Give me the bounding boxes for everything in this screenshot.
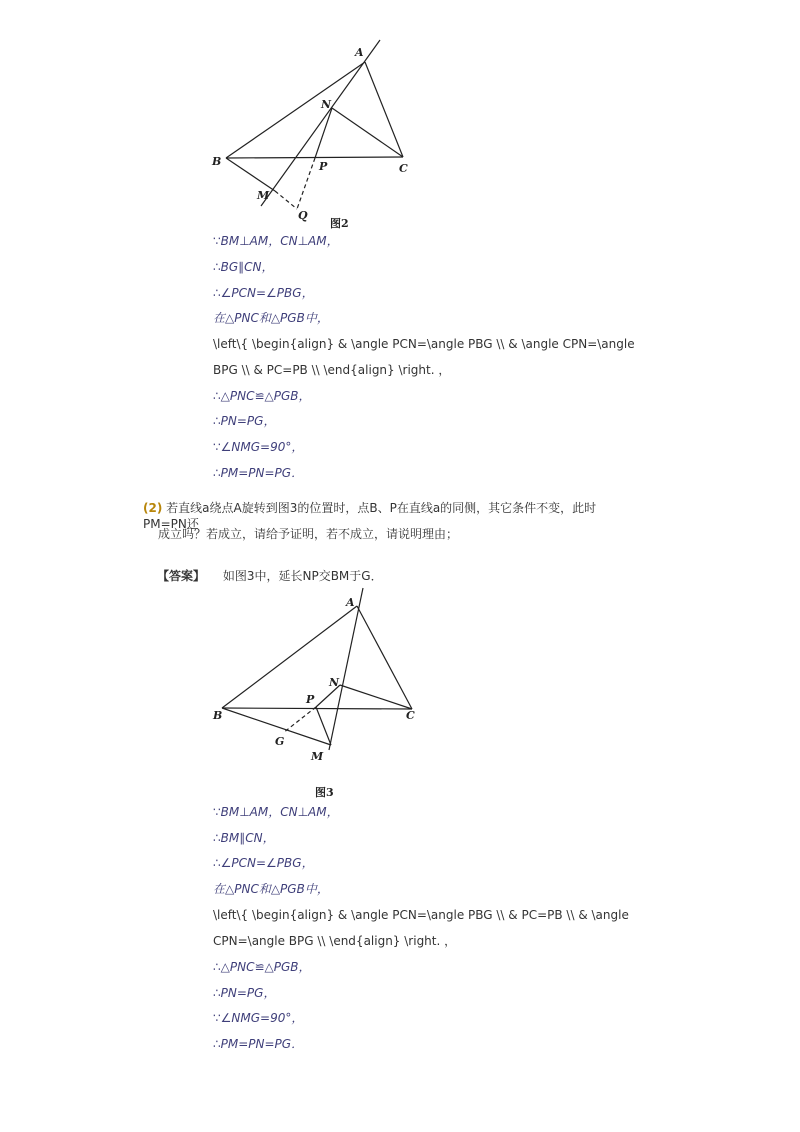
figure-2-caption: 图2 (330, 217, 349, 230)
proof2-line-10: ∴PM=PN=PG． (213, 1037, 304, 1051)
label-G: G (275, 735, 285, 748)
proof2-line-6: CPN=\angle BPG \\ \end{align} \right. ， (213, 934, 457, 948)
label-M: M (257, 189, 270, 202)
proof2-line-3: ∴∠PCN=∠PBG， (213, 856, 314, 870)
proof2-line-4: 在△PNC和△PGB中， (213, 882, 329, 896)
proof2-line-2: ∴BM∥CN， (213, 831, 275, 845)
proof1-line-6: BPG \\ & PC=PB \\ \end{align} \right. ， (213, 363, 451, 377)
label-N: N (321, 98, 332, 111)
proof1-line-9: ∵∠NMG=90°， (213, 440, 304, 454)
segment-PM (316, 707, 331, 745)
proof2-line-7: ∴△PNC≌△PGB， (213, 960, 311, 974)
proof1-line-10: ∴PM=PN=PG． (213, 466, 304, 480)
proof1-line-8: ∴PN=PG， (213, 414, 276, 428)
label-P: P (319, 160, 328, 173)
line-a (329, 588, 363, 750)
label-B: B (212, 155, 222, 168)
label-P: P (306, 693, 315, 706)
label-A: A (355, 46, 364, 59)
label-C: C (399, 162, 408, 175)
proof1-line-3: ∴∠PCN=∠PBG， (213, 286, 314, 300)
question-number: (2) (143, 501, 163, 515)
segment-PG-dashed (283, 707, 316, 733)
label-B: B (213, 709, 223, 722)
proof1-line-4: 在△PNC和△PGB中， (213, 311, 329, 325)
label-Q: Q (298, 209, 308, 222)
proof1-line-2: ∴BG∥CN， (213, 260, 274, 274)
label-A: A (346, 596, 355, 609)
label-N: N (329, 676, 340, 689)
proof2-line-1: ∵BM⊥AM，CN⊥AM， (213, 805, 339, 819)
label-M: M (311, 750, 324, 763)
answer-text: 如图3中，延长NP交BM于G． (222, 569, 383, 583)
label-C: C (406, 709, 415, 722)
proof1-line-1: ∵BM⊥AM，CN⊥AM， (213, 234, 339, 248)
segment-BA (222, 606, 357, 708)
proof2-line-9: ∵∠NMG=90°， (213, 1011, 304, 1025)
question-line-1: 若直线a绕点A旋转到图3的位置时，点B、P在直线a的同侧，其它条件不变，此时PM=PN还 (143, 501, 597, 531)
answer-label: 【答案】 (157, 569, 206, 583)
proof2-line-8: ∴PN=PG， (213, 986, 276, 1000)
proof1-line-5: \left\{ \begin{align} & \angle PCN=\angle PBG \\ & \angle CPN=\angle (213, 337, 635, 351)
proof2-line-5: \left\{ \begin{align} & \angle PCN=\angle PBG \\ & PC=PB \\ & \angle (213, 908, 629, 922)
question-2-line-2: 成立吗？若成立，请给予证明，若不成立，请说明理由； (158, 527, 459, 541)
proof1-line-7: ∴△PNC≌△PGB， (213, 389, 311, 403)
figure-3-caption: 图3 (315, 786, 334, 799)
